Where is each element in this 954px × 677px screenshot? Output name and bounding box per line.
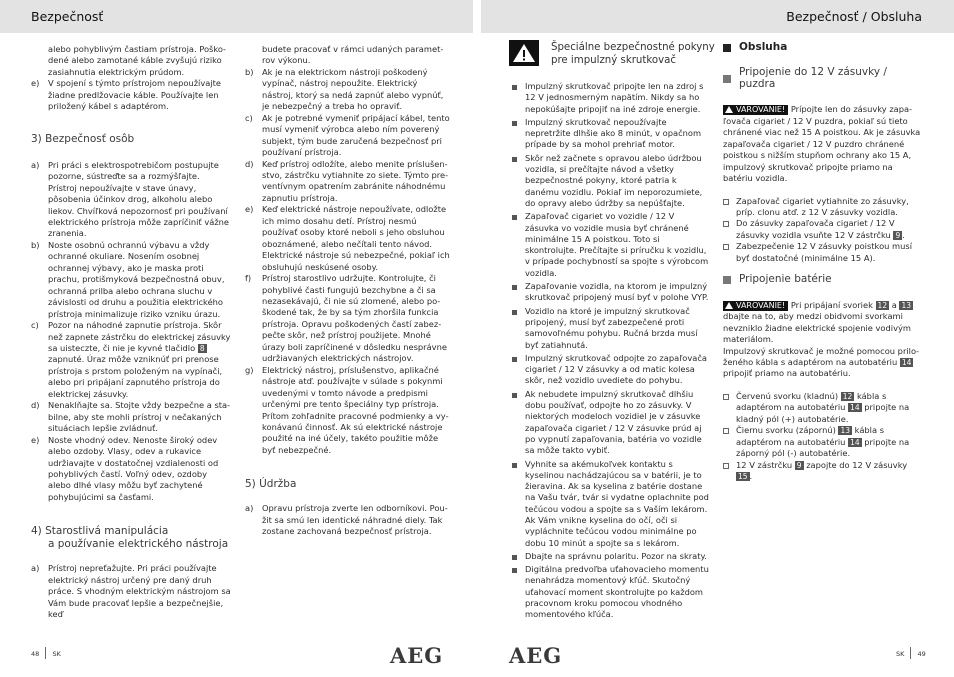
section-5-title: 5) Údržba: [245, 478, 297, 491]
col2-item-d: d) Keď prístroj odložíte, alebo menite príslušenstvo, zástrčku vytiahnite zo siete. Týmto preventívnym opatrením zabránite náhodnému zapnutiu prístroja.: [245, 158, 449, 203]
col2-item-e: e) Keď elektrické nástroje nepoužívate, odložte ich mimo dosahu detí. Prístroj nesmú používať osoby ktoré neboli s jeho obsluhou oboznámené, alebo nečítali tento návod. Elektrické nástroje sú nebezpečné, pokiaľ ich obsluhujú neskúsené osoby.: [245, 204, 450, 272]
page-number-left: 48: [31, 650, 40, 658]
col3-bullet: Impulzný skrutkovač pripojte len na zdroj s 12 V jednosmerným napätím. Nikdy sa ho nepokúšajte pripojiť na iné zdroje energie.: [511, 81, 709, 115]
warning-2: VAROVANIE! Pri pripájaní svoriek 12 a 13 dbajte na to, aby medzi obidvomi svorkami nevzniklo žiadne elektrické spojenie vodivým materiálom.: [723, 299, 912, 345]
section-4-title-2: a používanie elektrického nástroja: [48, 538, 229, 551]
warning-triangle-icon: [509, 40, 539, 66]
col3-bullet: Vozidlo na ktoré je impulzný skrutkovač pripojený, musí byť zabezpečené proti samovoľnému pohybu. Ručná brzda musí byť zatiahnutá.: [511, 306, 709, 351]
col1-item-d: d) Nenaklňajte sa. Stojte vždy bezpečne a stabilne, aby ste mohli prístroj v nečakaných situáciach lepšie zvládnuť.: [31, 400, 231, 434]
ref-number: 9: [796, 460, 802, 470]
sub-item: Zabezpečenie 12 V zásuvky poistkou musí byť dostatočné (minimálne 15 A).: [723, 241, 923, 264]
col1-item-c: c) Pozor na náhodné zapnutie prístroja. Skôr než zapnete zástrčku do elektrickej zásuvky sa uisteczte, či nie je kyvné tlačidlo 8 zapnuté. Úraz môže vzniknúť pri prenose prístroja s prstom položeným na vypínači, alebo pri pripájaní zapnutého prístroja do elektrickej zásuvky.: [31, 320, 231, 399]
bateria-body: Impulzový skrutkovač je možné pomocou priloženého kábla s adaptérom na autobatériu 14 pripojiť priamo na autobatériu.: [723, 345, 920, 379]
warning-badge: VAROVANIE!: [723, 105, 788, 115]
ref-number: 14: [850, 437, 860, 447]
ref-number: 8: [199, 343, 205, 353]
lang-right: SK: [896, 650, 905, 658]
ref-number: 14: [850, 403, 860, 413]
ref-number: 13: [901, 300, 912, 310]
col3-title-1: Špeciálne bezpečnostné pokyny: [551, 42, 715, 53]
col1-item-e2: e) Noste vhodný odev. Nenoste široký odev alebo ozdoby. Vlasy, odev a rukavice udržiavajte v dostatočnej vzdialenosti od pohyblivých častí. Voľný odev, ozdoby alebo dlhé vlasy môžu byť zachytené pohybujúcimi sa časťami.: [31, 434, 219, 502]
header-left: [0, 0, 473, 33]
ref-number: 12: [842, 391, 853, 401]
column-2: [245, 44, 451, 538]
col2-item-b: b) Ak je na elektrickom nástroji poškodený vypínač, nástroj nepoužite. Elektrický nástroj, ktorý sa nedá zapnúť alebo vypnúť, je nebezpečný a treba ho opraviť.: [245, 66, 444, 112]
bateria-heading: Pripojenie batérie: [723, 274, 923, 285]
sub-item: Do zásuvky zapaľovača cigariet / 12 V zásuvky vozidla vsuňte 12 V zástrčku 9 .: [723, 218, 923, 241]
section-4-title-1: 4) Starostlivá manipulácia: [31, 525, 169, 538]
warning-triangle-icon: [725, 302, 733, 309]
col1-intro: alebo pohyblivým častiam prístroja. Poškodené alebo zamotané káble zvyšujú riziko zasiahnutia elektrickým prúdom.: [48, 44, 226, 77]
col3-bullet: Impulzný skrutkovač odpojte zo zapaľovača cigariet / 12 V zásuvky a od matic kolesa skôr, než vozidlo uvediete do pohybu.: [511, 353, 709, 387]
col1-sec4-a: a) Prístroj nepreťažujte. Pri práci používajte elektrický nástroj určený pre daný druh práce. S vhodným elektrickým nástrojom sa Vám bude pracovať lepšie a bezpečnejšie, keď: [31, 563, 231, 620]
pripojenie-heading: Pripojenie do 12 V zásuvky / puzdra: [723, 67, 923, 90]
footer-left: [31, 647, 61, 659]
col3-title-2: pre impulzný skrutkovač: [551, 54, 677, 66]
col2-item-g: g) Elektrický nástroj, príslušenstvo, aplikačné nástroje atď. používajte v súlade s pokynmi uvedenými v tomto návode a predpismi určenými pre tento špeciálny typ prístroja. Prítom zohľadnite pracovné podmienky a vykonávanú činnosť. Ak sú elektrické nástroje použité na iné účely, takéto použitie môže byť nebezpečné.: [245, 364, 449, 455]
footer-right: [896, 647, 926, 659]
col2-intro: budete pracovať v rámci udaných parametrov výkonu.: [262, 44, 444, 66]
warning-triangle-icon: [725, 106, 733, 113]
warning-badge: VAROVANIE!: [723, 301, 788, 311]
column-3: [511, 81, 709, 621]
column-3-title: [551, 42, 731, 67]
column-4: [723, 42, 923, 483]
col3-bullet: Zapaľovač cigariet vo vozidle / 12 V zásuvka vo vozidle musia byť chránené minimálne 15 A poistkou. Toto si skontrolujte. Prečítajte si príručku k vozidlu, v prípade pochybností sa spojte s výrobcom vozidla.: [511, 211, 709, 279]
sub-item: Červenú svorku (kladnú) 12 kábla s adaptérom na autobatériu 14 pripojte na kladný pól (+) autobatérie.: [723, 391, 923, 425]
col2-sec5-a: a) Opravu prístroja zverte len odborníkovi. Použit sa smú len identické náhradné diely. Tak zostane zachovaná bezpečnosť prístroja.: [245, 503, 448, 537]
page-number-right: 49: [917, 650, 926, 658]
aeg-logo-left: AEG: [390, 643, 444, 668]
ref-number: 9: [895, 230, 901, 240]
ref-number: 12: [877, 300, 888, 310]
obsluha-heading: Obsluha: [723, 42, 923, 53]
col3-bullet: Skôr než začnete s opravou alebo údržbou vozidla, si prečítajte návod a všetky bezpečnostné pokyny, ktoré patria k danému vozidlu. Pokiaľ im neporozumiete, do opravy alebo údržby sa nepúšťajte.: [511, 153, 709, 209]
header-right-title: Bezpečnosť / Obsluha: [786, 9, 922, 24]
col1-item-e: e) V spojení s týmto prístrojom nepoužívajte žiadne predlžovacie káble. Používajte len priložený kábel s adaptérom.: [31, 78, 222, 112]
header-left-title: Bezpečnosť: [31, 9, 104, 24]
col3-bullet: Impulzný skrutkovač nepoužívajte nepretržite dlhšie ako 8 minút, v opačnom prípade by sa mohol prehriať motor.: [511, 117, 709, 151]
ref-number: 13: [840, 426, 851, 436]
warning-icon-box: [509, 40, 539, 66]
col3-bullet: Ak nebudete impulzný skrutkovač dlhšiu dobu používať, odpojte ho zo zásuvky. V niektorých modeloch vozidiel je v zásuvke zapaľovača cigariet / 12 V zásuvke prúd aj po vypnutí zapaľovania, batéria vo vozidle sa môže takto vybiť.: [511, 389, 709, 457]
warning-1: VAROVANIE! Prípojte len do zásuvky zapaľovača cigariet / 12 V puzdra, pokiaľ sú tieto chránené viac než 15 A poistkou. Ak je zásuvka zapaľovača cigariet / 12 V puzdro chránené poistkou s nižším stupňom ochrany ako 15 A, impulzový skrutkovač pripojte priamo na batériu vozidla.: [723, 104, 921, 184]
aeg-logo-right: AEG: [509, 643, 563, 668]
section-3-title: 3) Bezpečnosť osôb: [31, 132, 135, 145]
col1-item-a: a) Pri práci s elektrospotrebičom postupujte pozorne, sústreďte sa a rozmýšľajte. Prístroj nepoužívajte v stave únavy, pôsobenia účinkov drog, alkoholu alebo liekov. Chvíľková nepozornosť pri používaní elektrického prístroja môže zapríčiniť vážne zranenia.: [31, 159, 230, 239]
sub-item: Zapaľovač cigariet vytiahnite zo zásuvky, príp. clonu atď. z 12 V zásuvky vozidla.: [723, 196, 923, 219]
col3-bullet: Dbajte na správnu polaritu. Pozor na skraty.: [511, 551, 709, 562]
sub-item: Čiernu svorku (zápornú) 13 kábla s adaptérom na autobatériu 14 pripojte na záporný pól (-) autobatérie.: [723, 425, 923, 459]
column-1: [31, 44, 231, 621]
col1-item-b: b) Noste osobnú ochrannú výbavu a vždy ochranné okuliare. Nosením osobnej ochrannej výbavy, ako je maska proti prachu, protišmyková bezpečnostná obuv, ochranná prilba alebo ochrana sluchu v závislosti od druhu a použitia elektrického prístroja minimalizuje riziko vzniku úrazu.: [31, 239, 225, 319]
col3-bullet: Digitálna predvoľba uťahovacieho momentu nenahrádza momentový kľúč. Skutočný uťahovací moment skontrolujte po každom pracovnom kroku pomocou vhodného momentového kľúča.: [511, 564, 709, 620]
header-right: [481, 0, 954, 33]
lang-left: SK: [52, 650, 61, 658]
col2-item-f: f) Prístroj starostlivo udržujte. Kontrolujte, či pohyblivé časti fungujú bezchybne a či sa nezasekávajú, či nie sú zlomené, alebo poškodené tak, že by sa tým zhoršila funkcia prístroja. Opravu poškodených častí zabezpečte skôr, než prístroj použijete. Mnohé úrazy boli zapríčinené v dôsledku nesprávne udržiavaných elektrických nástrojov.: [245, 273, 447, 364]
col2-item-c: c) Ak je potrebné vymeniť pripájací kábel, tento musí vymeniť výrobca alebo ním poverený subjekt, tým bude zaručená bezpečnosť pri používaní prístroja.: [245, 112, 450, 158]
ref-number: 15: [738, 472, 748, 482]
sub-item: 12 V zástrčku 9 zapojte do 12 V zásuvky 15 .: [723, 460, 923, 483]
ref-number: 14: [901, 357, 912, 367]
col3-bullet: Vyhnite sa akémukoľvek kontaktu s kyselinou nachádzajúcou sa v batérii, je to žieravina. Ak sa kyselina z batérie dostane na Vašu tvár, tvár si vydatne oplachnite pod tečúcou vodou a spojte sa s Vaším lekárom. Ak Vám vnikne kyselina do očí, oči si vypláchnite tečúcou vodou minimálne po dobu 10 minút a spojte sa s lekárom.: [511, 459, 709, 549]
col3-bullet: Zapaľovanie vozidla, na ktorom je impulzný skrutkovač pripojený musí byť v polohe VYP.: [511, 281, 709, 304]
